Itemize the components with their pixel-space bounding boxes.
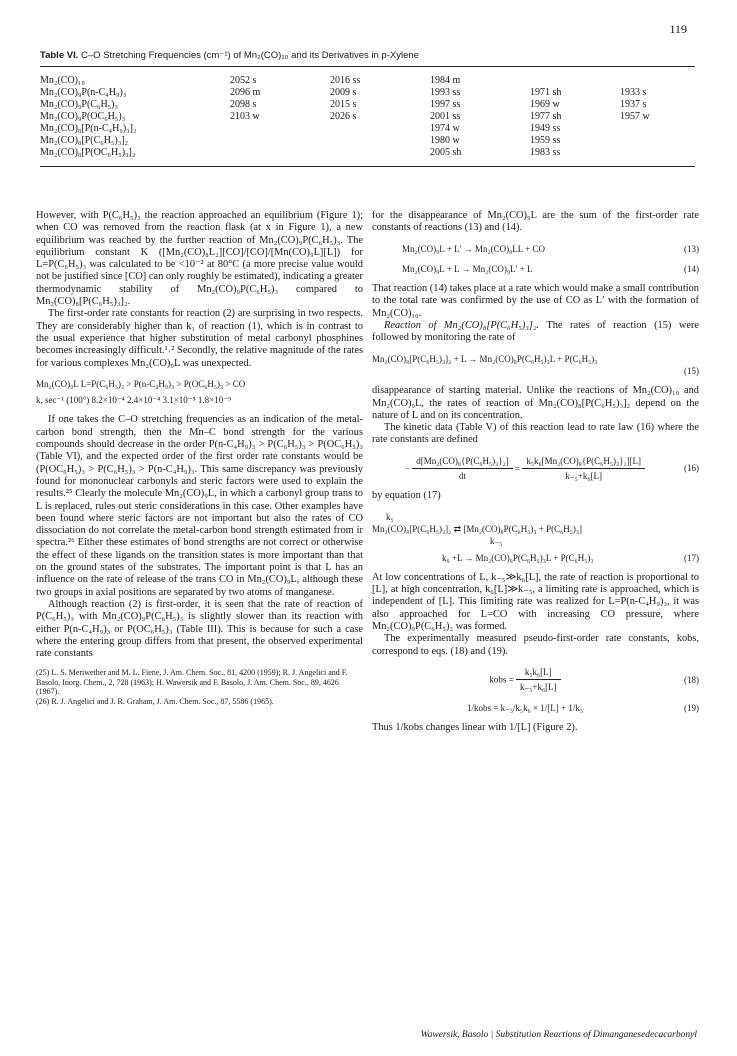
frequency-cell: 2001 ss xyxy=(430,111,461,122)
frequency-cell xyxy=(620,123,695,135)
running-footer: Wawersik, Basolo | Substitution Reactions of Dimanganesedecacarbonyl xyxy=(420,1030,697,1040)
equation-19 xyxy=(372,702,699,714)
eq16-denominator: dt xyxy=(458,471,466,482)
frequency-cell: 1969 w xyxy=(530,99,560,110)
right-paragraph-9: Thus 1/kobs changes linear with 1/[L] (Figure 2). xyxy=(372,721,578,733)
footnote-25: (25) L. S. Meriwether and M. L. Fiene, J. Am. Chem. Soc., 81, 4200 (1959); R. J. Angelici and F. Basolo, Inorg. Chem., 2, 728 (1963); H. Wawersik and F. Basolo, J. Am. Chem. Soc., 89, 4626 (1967). xyxy=(36,668,348,697)
compound-cell: Mn₂(CO)₈[P(C₆H₅)₃]₂ xyxy=(40,135,129,146)
rate-order-row: Mn₂(CO)₉L L=P(C₆H₅)₃ > P(n-C₄H₉)₃ > P(OC₆H₅)₃ > CO xyxy=(36,378,246,389)
section-heading: Reaction of Mn₂(CO)₈[P(C₆H₅)₃]₂. xyxy=(384,320,540,332)
equation-16-number: (16) xyxy=(684,463,699,474)
eq18-denominator: k₋₅+k₆[L] xyxy=(519,682,557,693)
equation-14-number: (14) xyxy=(684,263,699,274)
right-paragraph-1: for the disappearance of Mn₂(CO)₉L are the sum of the first-order rate constants of reactions (13) and (14). xyxy=(372,210,699,234)
equation-16-frac-2 xyxy=(522,455,645,483)
compound-cell: Mn₂(CO)₁₀ xyxy=(40,75,85,86)
frequency-cell: 2009 s xyxy=(330,87,357,98)
frequency-cell: 1997 ss xyxy=(430,99,461,110)
frequency-cell: 1993 ss xyxy=(430,87,461,98)
footnotes xyxy=(36,668,363,706)
left-column xyxy=(36,210,363,706)
frequency-table xyxy=(40,75,695,159)
equation-15-body: Mn₂(CO)₈[P(C₆H₅)₃]₂ + L → Mn₂(CO)₈P(C₆H₅)₃L + P(C₆H₅)₃ xyxy=(372,353,598,364)
right-column xyxy=(372,210,699,734)
table-row xyxy=(40,147,695,159)
frequency-cell xyxy=(530,75,620,87)
frequency-cell: 2015 s xyxy=(330,99,357,110)
compound-cell: Mn₂(CO)₉P(C₆H₅)₃ xyxy=(40,99,118,110)
frequency-cell: 1977 sh xyxy=(530,111,562,122)
frequency-cell: 1980 w xyxy=(430,135,460,146)
frequency-cell xyxy=(230,135,330,147)
frequency-cell: 1933 s xyxy=(620,87,647,98)
compound-cell: Mn₂(CO)₉P(OC₆H₅)₃ xyxy=(40,111,126,122)
equation-14-body: Mn₂(CO)₉L + L → Mn₂(CO)₉L′ + L xyxy=(402,263,533,274)
equation-14 xyxy=(372,263,699,275)
left-paragraph-2: The first-order rate constants for reaction (2) are surprising in two respects. They are considerably higher than k₁ of reaction (1), which is in contrast to the usual experience that higher substitution of metal carbonyl phosphines becomes increasingly difficult.¹˒² Secondly, the relative magnitude of the rates for various complexes Mn₂(CO)₉L was unexpected. xyxy=(36,308,363,369)
eq17-k5-label: k₅ xyxy=(386,511,394,522)
frequency-cell: 1949 ss xyxy=(530,123,561,134)
frequency-cell: 2052 s xyxy=(230,75,257,86)
equation-16-body: − $\frac{\text{d[Mn₂(CO)₈\{P(C₆H₅)₃\}₂]}}{dt}$ = $\frac{\text{k₅k₆[Mn₂(CO)₈\{P(C₆H₅)₃\}₂][L]}}{\text{k₋₅+k₆[L]}}$ xyxy=(372,455,678,483)
frequency-cell: 1984 m xyxy=(430,75,461,86)
frequency-cell: 1957 w xyxy=(620,111,650,122)
frequency-cell: 2005 sh xyxy=(430,147,462,158)
frequency-cell xyxy=(330,147,430,159)
equation-15-number: (15) xyxy=(684,365,699,376)
equation-13 xyxy=(372,243,699,255)
compound-cell: Mn₂(CO)₈[P(OC₆H₅)₃]₂ xyxy=(40,147,136,158)
equation-17 xyxy=(372,511,699,564)
equation-19-number: (19) xyxy=(684,702,699,713)
compound-cell: Mn₂(CO)₉P(n-C₄H₉)₃ xyxy=(40,87,127,98)
table-row xyxy=(40,111,695,123)
frequency-cell xyxy=(330,123,430,135)
right-paragraph-2: That reaction (14) takes place at a rate which would make a small contribution to the total rate was confirmed by the use of CO as L′ with the formation of Mn₂(CO)₁₀. xyxy=(372,283,699,319)
frequency-cell xyxy=(620,147,695,159)
table-top-rule xyxy=(40,66,695,67)
table-caption xyxy=(40,50,419,61)
equation-18-body xyxy=(372,666,678,694)
table-caption-label: Table VI. xyxy=(40,50,79,61)
eq17-k6-label: k₆ +L xyxy=(442,552,463,563)
frequency-cell: 1937 s xyxy=(620,99,647,110)
frequency-cell: 1983 ss xyxy=(530,147,561,158)
right-paragraph-4: disappearance of starting material. Unlike the reactions of Mn₂(CO)₁₀ and Mn₂(CO)₉L, the rates of reaction of Mn₂(CO)₈[P(C₆H₅)₃]₂ depend on the nature of L and on its concentration. xyxy=(372,385,699,421)
frequency-cell xyxy=(620,135,695,147)
rate-comparison xyxy=(36,378,363,407)
frequency-cell xyxy=(230,123,330,135)
equation-16-frac-1 xyxy=(412,455,512,483)
right-paragraph-5: The kinetic data (Table V) of this reaction lead to rate law (16) where the rate constants are defined xyxy=(372,422,699,446)
equation-13-number: (13) xyxy=(684,243,699,254)
table-row xyxy=(40,75,695,87)
right-paragraph-3 xyxy=(372,320,699,345)
frequency-cell xyxy=(330,135,430,147)
eq18-numerator: k₅k₆[L] xyxy=(516,666,561,680)
frequency-cell: 1974 w xyxy=(430,123,460,134)
left-paragraph-3: If one takes the C–O stretching frequencies as an indication of the metal-carbon bond strength, then the Mn–C bond strength for the various compounds should decrease in the order P(n-C₄H₉)₃ > P(C₆H₅)₃ > P(OC₆H₅)₃ (Table VI), and the expected order of the first order rate constants would be (P(OC₆H₅)₃ > P(C₆H₅)₃ > P(n-C₄H₉)₃. This same discrepancy was previously found for mononuclear carbonyls and steric factors were used to explain the results.²⁵ Clearly the molecule Mn₂(CO)₉L, in which a carbonyl group trans to L is replaced, rules out steric considerations in this case. Other examples have been found where steric factors are not important but also the rates of CO dissociation do not correlate the metal-carbon bond strength estimated from ir spectra.²⁶ Either these estimates of bond strengths are not correct or otherwise the effect of these ligands on the transition states is more important than that on the ground states of the substrates. The important point is that L has an influence on the rate of release of the trans CO in Mn₂(CO)₉L, although these two groups in axial positions are separated by two atoms of manganese. xyxy=(36,414,363,598)
frequency-cell xyxy=(230,147,330,159)
eq18-lhs: kobs = xyxy=(489,674,514,685)
equation-19-body: 1/kobs = k₋₅/k₅k₆ × 1/[L] + 1/k₅ xyxy=(466,702,584,713)
table-row xyxy=(40,99,695,111)
equation-18 xyxy=(372,666,699,694)
frequency-cell: 1971 sh xyxy=(530,87,562,98)
eq17-line1: Mn₂(CO)₈[P(C₆H₅)₃]₂ ⇄ [Mn₂(CO)₈P(C₆H₅)₃ + P(C₆H₅)₃] xyxy=(372,523,583,534)
equation-13-body: Mn₂(CO)₉L + L′ → Mn₂(CO)₈LL + CO xyxy=(402,243,545,254)
table-row xyxy=(40,87,695,99)
frequency-cell: 2096 m xyxy=(230,87,261,98)
left-paragraph-4: Although reaction (2) is first-order, it is seen that the rate of reaction of P(C₆H₅)₃ with Mn₂(CO)₉P(C₆H₅)₃ is slightly slower than its reaction with either P(n-C₄H₉)₃ or P(OC₆H₅)₃ (Table III). This is because for such a case where the entering group differs from that present, the observed experimental rate constants xyxy=(36,598,363,660)
frequency-cell: 2026 s xyxy=(330,111,357,122)
frequency-cell xyxy=(620,75,695,87)
footnote-26: (26) R. J. Angelici and J. R. Graham, J. Am. Chem. Soc., 87, 5586 (1965). xyxy=(36,696,274,706)
frequency-cell: 2103 w xyxy=(230,111,260,122)
equation-15 xyxy=(372,353,699,378)
page-number: 119 xyxy=(669,22,687,36)
equation-16 xyxy=(372,455,699,483)
frequency-cell: 1959 ss xyxy=(530,135,561,146)
right-paragraph-8: The experimentally measured pseudo-first-order rate constants, kobs, correspond to eqs. (18) and (19). xyxy=(372,633,699,657)
compound-cell: Mn₂(CO)₈[P(n-C₄H₉)₃]₂ xyxy=(40,123,137,134)
eq16-numerator-2: k₅k₆[Mn₂(CO)₈{P(C₆H₅)₃}₂][L] xyxy=(522,455,645,469)
rate-values-row: k, sec⁻¹ (100°) 8.2×10⁻⁴ 2.4×10⁻⁴ 3.1×10⁻⁵ 1.8×10⁻⁵ xyxy=(36,395,232,406)
right-paragraph-6: by equation (17) xyxy=(372,490,441,502)
table-row xyxy=(40,123,695,135)
table-row xyxy=(40,135,695,147)
left-paragraph-1: However, with P(C₆H₅)₃ the reaction approached an equilibrium (Figure 1); when CO was removed from the reaction flask (at x in Figure 1), a new equilibrium was reached by the further reaction of Mn₂(CO)₉P(C₆H₅)₃. The equilibrium constant K ([Mn₂(CO)₈L₂][CO]/[CO]/[Mn(CO)₉L][L]) for L=P(C₆H₅)₃ was calculated to be <10⁻² at 80°C (a more precise value would not be justified since [CO] can only roughly be estimated), indicating a greater thermodynamic stability of Mn₂(CO)₉P(C₆H₅)₃ compared to Mn₂(CO)₈[P(C₆H₅)₃]₂. xyxy=(36,210,363,308)
table-caption-text: C–O Stretching Frequencies (cm⁻¹) of Mn₂(CO)₁₀ and its Derivatives in p-Xylene xyxy=(81,50,419,61)
eq16-denominator-2: k₋₅+k₆[L] xyxy=(565,471,602,482)
right-paragraph-3-text: The rates of reaction (15) were followed by monitoring the rate of xyxy=(372,320,700,344)
table-bottom-rule xyxy=(40,166,695,167)
eq16-numerator: d[Mn₂(CO)₈{P(C₆H₅)₃}₂] xyxy=(412,455,512,469)
eq17-km5-label: k₋₅ xyxy=(490,536,503,547)
eq17-line2: → Mn₂(CO)₈P(C₆H₅)₃L + P(C₆H₅)₃ xyxy=(464,552,594,563)
frequency-cell: 2016 ss xyxy=(330,75,361,86)
equation-18-frac xyxy=(516,666,561,694)
frequency-cell: 2098 s xyxy=(230,99,257,110)
equation-17-number: (17) xyxy=(684,552,699,563)
right-paragraph-7: At low concentrations of L, k₋₅≫k₆[L], the rate of reaction is proportional to [L], at high concentration, k₆[L]≫k₋₅, a limiting rate is approached, which is independent of [L]. This limiting rate was realized for L=P(n-C₄H₉)₃, it was also approached for L=CO with increasing CO pressure, where Mn₂(CO)₉P(C₆H₅)₃ was formed. xyxy=(372,571,699,633)
equation-18-number: (18) xyxy=(684,674,699,685)
